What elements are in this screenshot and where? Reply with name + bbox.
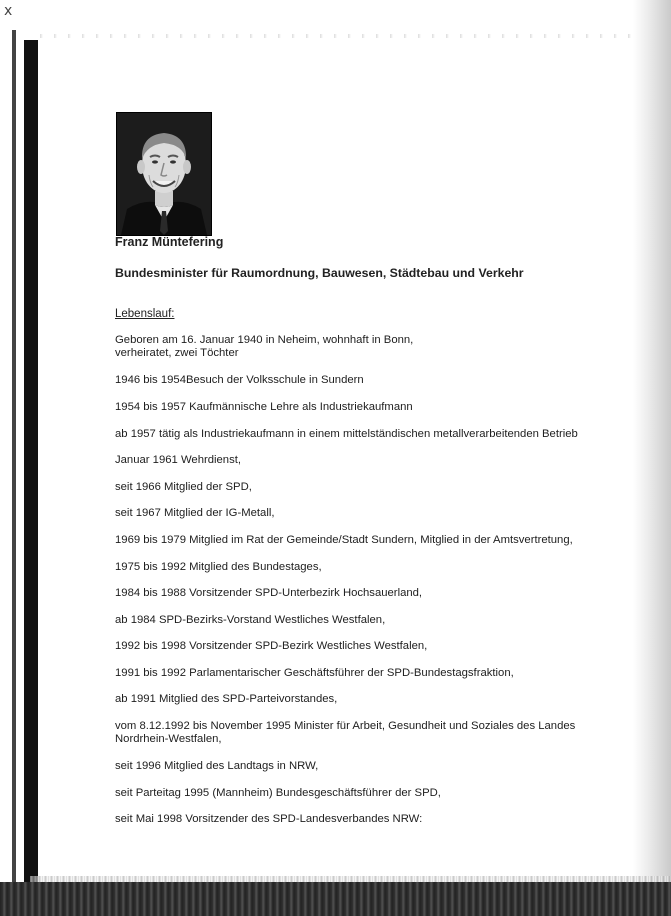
cv-entry-line: verheiratet, zwei Töchter <box>115 347 239 359</box>
ministry-title: Bundesminister für Raumordnung, Bauwesen, Städtebau und Verkehr <box>115 266 524 280</box>
cv-entry: seit 1996 Mitglied des Landtags in NRW, <box>115 760 319 772</box>
cv-entry: 1991 bis 1992 Parlamentarischer Geschäftsführer der SPD-Bundestagsfraktion, <box>115 667 514 679</box>
cv-entry-line: Geboren am 16. Januar 1940 in Neheim, wohnhaft in Bonn, <box>115 334 414 346</box>
cv-heading: Lebenslauf: <box>115 308 175 320</box>
scan-artifact-left-inner <box>12 30 16 890</box>
scan-artifact-right-edge <box>633 0 671 916</box>
cv-entry <box>115 720 575 746</box>
cv-entry: 1984 bis 1988 Vorsitzender SPD-Unterbezirk Hochsauerland, <box>115 587 423 599</box>
cv-entry: 1969 bis 1979 Mitglied im Rat der Gemeinde/Stadt Sundern, Mitglied in der Amtsvertretung, <box>115 534 573 546</box>
cv-entry-line: Nordrhein-Westfalen, <box>115 733 222 745</box>
person-name: Franz Müntefering <box>115 235 224 249</box>
cv-entry: ab 1957 tätig als Industriekaufmann in einem mittelständischen metallverarbeitenden Betrieb <box>115 428 578 440</box>
corner-mark-icon: ⅹ <box>4 2 13 18</box>
cv-entry: seit Parteitag 1995 (Mannheim) Bundesgeschäftsführer der SPD, <box>115 787 441 799</box>
scan-artifact-left-bar <box>24 40 38 890</box>
scan-artifact-top <box>40 34 640 38</box>
cv-entry: 1975 bis 1992 Mitglied des Bundestages, <box>115 561 322 573</box>
cv-entry: seit Mai 1998 Vorsitzender des SPD-Landesverbandes NRW: <box>115 813 423 825</box>
cv-entry <box>115 334 413 360</box>
cv-entry: 1992 bis 1998 Vorsitzender SPD-Bezirk Westliches Westfalen, <box>115 640 428 652</box>
cv-entry: ab 1991 Mitglied des SPD-Parteivorstandes, <box>115 693 338 705</box>
scan-artifact-bottom-bar <box>0 882 671 916</box>
cv-entry: seit 1967 Mitglied der IG-Metall, <box>115 507 275 519</box>
cv-entry: 1946 bis 1954Besuch der Volksschule in Sundern <box>115 374 364 386</box>
portrait-photo <box>116 112 212 236</box>
cv-entry: seit 1966 Mitglied der SPD, <box>115 481 252 493</box>
cv-entry-line: vom 8.12.1992 bis November 1995 Minister für Arbeit, Gesundheit und Soziales des Landes <box>115 720 576 732</box>
cv-entry: 1954 bis 1957 Kaufmännische Lehre als Industriekaufmann <box>115 401 413 413</box>
cv-entry: Januar 1961 Wehrdienst, <box>115 454 242 466</box>
cv-entry: ab 1984 SPD-Bezirks-Vorstand Westliches Westfalen, <box>115 614 386 626</box>
